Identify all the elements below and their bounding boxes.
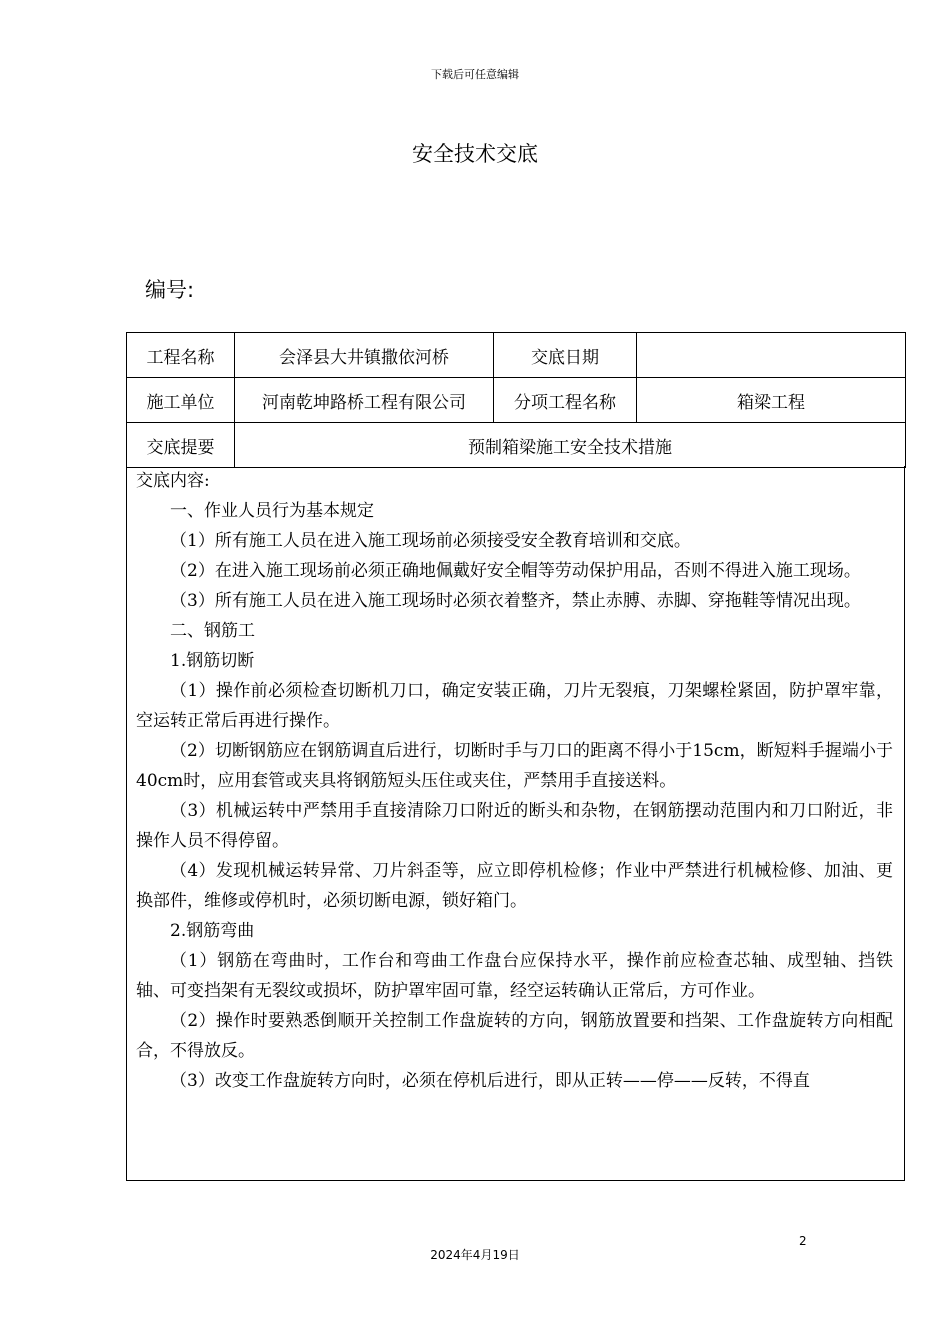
content-heading: 交底内容: bbox=[136, 471, 210, 491]
footer-date: 2024年4月19日 bbox=[430, 1248, 520, 1262]
paragraph: （1）所有施工人员在进入施工现场前必须接受安全教育培训和交底。 bbox=[170, 531, 691, 551]
document-number-label: 编号: bbox=[145, 278, 195, 302]
info-table bbox=[126, 332, 906, 468]
construction-unit-value: 河南乾坤路桥工程有限公司 bbox=[235, 378, 494, 423]
table-row bbox=[127, 423, 906, 468]
paragraph: （1）钢筋在弯曲时，工作台和弯曲工作盘台应保持水平，操作前应检查芯轴、成型轴、挡铁轴、可变挡架有无裂纹或损坏，防护罩牢固可靠，经空运转确认正常后，方可作业。 bbox=[136, 951, 893, 1001]
content-cell bbox=[126, 466, 905, 1181]
page-number: 2 bbox=[799, 1234, 807, 1248]
paragraph: （2）操作时要熟悉倒顺开关控制工作盘旋转的方向，钢筋放置要和挡架、工作盘旋转方向相配合，不得放反。 bbox=[136, 1011, 893, 1061]
table-row bbox=[127, 333, 906, 378]
header-note: 下载后可任意编辑 bbox=[431, 68, 519, 81]
section-heading: 一、作业人员行为基本规定 bbox=[170, 501, 374, 521]
content-body bbox=[127, 466, 904, 1096]
paragraph: （2）在进入施工现场前必须正确地佩戴好安全帽等劳动保护用品，否则不得进入施工现场。 bbox=[170, 561, 861, 581]
table-row bbox=[127, 378, 906, 423]
section-heading: 二、钢筋工 bbox=[170, 621, 255, 641]
sub-project-label: 分项工程名称 bbox=[494, 378, 637, 423]
paragraph: （3）机械运转中严禁用手直接清除刀口附近的断头和杂物，在钢筋摆动范围内和刀口附近，非操作人员不得停留。 bbox=[136, 801, 893, 851]
page-title: 安全技术交底 bbox=[412, 142, 538, 166]
project-name-value: 会泽县大井镇撒依河桥 bbox=[235, 333, 494, 378]
paragraph: （3）改变工作盘旋转方向时，必须在停机后进行，即从正转——停——反转，不得直 bbox=[170, 1071, 810, 1091]
subsection-heading: 1.钢筋切断 bbox=[170, 651, 255, 671]
project-name-label: 工程名称 bbox=[127, 333, 235, 378]
handover-date-label: 交底日期 bbox=[494, 333, 637, 378]
paragraph: （2）切断钢筋应在钢筋调直后进行，切断时手与刀口的距离不得小于15cm，断短料手握端小于40cm时，应用套管或夹具将钢筋短头压住或夹住，严禁用手直接送料。 bbox=[136, 741, 893, 791]
subsection-heading: 2.钢筋弯曲 bbox=[170, 921, 255, 941]
paragraph: （1）操作前必须检查切断机刀口，确定安装正确，刀片无裂痕，刀架螺栓紧固，防护罩牢靠，空运转正常后再进行操作。 bbox=[136, 681, 893, 731]
summary-label: 交底提要 bbox=[127, 423, 235, 468]
sub-project-value: 箱梁工程 bbox=[637, 378, 906, 423]
handover-date-value bbox=[637, 333, 906, 378]
construction-unit-label: 施工单位 bbox=[127, 378, 235, 423]
paragraph: （4）发现机械运转异常、刀片斜歪等，应立即停机检修；作业中严禁进行机械检修、加油、更换部件，维修或停机时，必须切断电源，锁好箱门。 bbox=[136, 861, 893, 911]
paragraph: （3）所有施工人员在进入施工现场时必须衣着整齐，禁止赤膊、赤脚、穿拖鞋等情况出现。 bbox=[170, 591, 861, 611]
summary-value: 预制箱梁施工安全技术措施 bbox=[235, 423, 906, 468]
